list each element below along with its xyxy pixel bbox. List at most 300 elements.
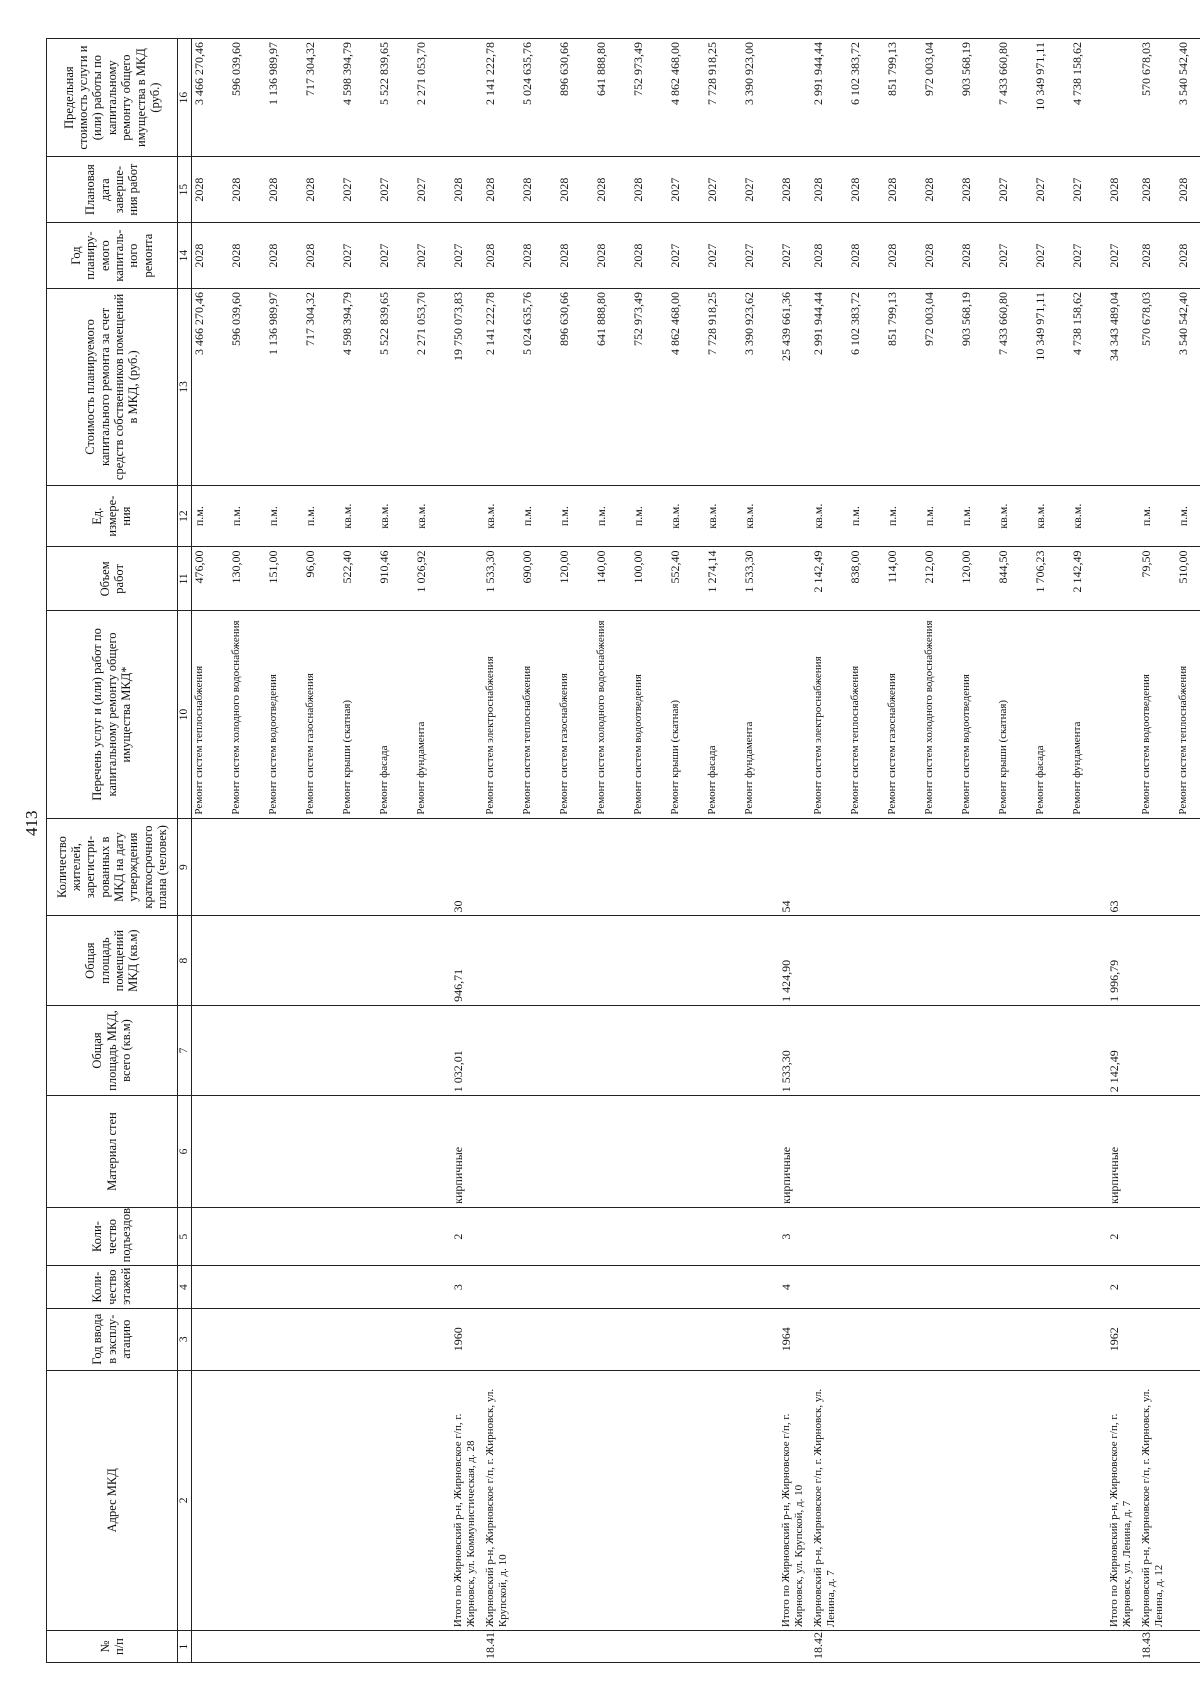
table-cell: 4 738 158,62 — [1070, 39, 1107, 157]
column-header: Плановая дата заверше-ния работ — [47, 157, 178, 223]
table-cell — [705, 1308, 742, 1370]
table-cell — [885, 1631, 922, 1663]
table-cell — [742, 818, 779, 916]
column-header: Ед. измере-ния — [47, 485, 178, 547]
table-cell — [705, 1266, 742, 1309]
table-cell: 4 598 394,79 — [340, 39, 377, 157]
table-cell — [1176, 1266, 1200, 1309]
table-cell — [1176, 818, 1200, 916]
table-cell — [229, 1005, 266, 1095]
table-cell — [811, 1096, 848, 1208]
table-cell: п.м. — [1176, 485, 1200, 547]
table-cell: 30 — [451, 818, 483, 916]
table-cell: Ремонт фасада — [705, 611, 742, 818]
table-cell — [451, 1631, 483, 1663]
table-cell — [668, 818, 705, 916]
column-number: 6 — [178, 1096, 192, 1208]
table-cell: 2 142,49 — [1070, 547, 1107, 611]
table-cell — [192, 1207, 230, 1265]
table-cell — [742, 916, 779, 1005]
table-cell — [451, 39, 483, 157]
table-cell — [377, 818, 414, 916]
table-cell: 2 141 222,78 — [483, 289, 520, 486]
table-cell: 2028 — [303, 223, 340, 289]
table-cell: кв.м. — [668, 485, 705, 547]
table-cell: 752 973,49 — [631, 39, 668, 157]
table-cell: п.м. — [848, 485, 885, 547]
column-number: 8 — [178, 916, 192, 1005]
table-cell: 2028 — [192, 223, 230, 289]
table-cell — [483, 916, 520, 1005]
table-cell: 2 271 053,70 — [414, 39, 451, 157]
table-cell — [1033, 1005, 1070, 1095]
table-cell: Ремонт фундамента — [414, 611, 451, 818]
table-cell: Ремонт систем теплоснабжения — [1176, 611, 1200, 818]
table-cell — [668, 1005, 705, 1095]
table-cell — [1107, 1631, 1139, 1663]
table-cell — [922, 1308, 959, 1370]
table-cell: 2028 — [229, 157, 266, 223]
table-cell: 4 598 394,79 — [340, 289, 377, 486]
table-cell: 2028 — [483, 223, 520, 289]
total-row — [779, 39, 811, 1663]
table-cell — [959, 818, 996, 916]
table-cell — [1033, 1207, 1070, 1265]
table-cell: 3 — [451, 1266, 483, 1309]
table-cell — [996, 818, 1033, 916]
table-cell — [483, 818, 520, 916]
table-cell: 114,00 — [885, 547, 922, 611]
table-cell — [996, 1631, 1033, 1663]
table-cell — [229, 818, 266, 916]
table-cell — [705, 818, 742, 916]
table-cell: Итого по Жирновский р-н, Жирновское г/п, г. Жирновск, ул. Крупской, д. 10 — [779, 1370, 811, 1631]
table-cell: Ремонт систем газоснабжения — [885, 611, 922, 818]
table-cell — [885, 818, 922, 916]
column-number: 4 — [178, 1266, 192, 1309]
column-number: 11 — [178, 547, 192, 611]
table-cell — [959, 916, 996, 1005]
table-cell: 10 349 971,11 — [1033, 39, 1070, 157]
table-cell: Ремонт фасада — [1033, 611, 1070, 818]
table-cell — [303, 1266, 340, 1309]
table-cell — [377, 916, 414, 1005]
table-row — [811, 39, 848, 1663]
table-cell: кв.м. — [811, 485, 848, 547]
table-cell — [266, 1370, 303, 1631]
table-cell — [959, 1308, 996, 1370]
table-cell: п.м. — [885, 485, 922, 547]
table-cell: 596 039,60 — [229, 289, 266, 486]
table-cell: 2027 — [742, 157, 779, 223]
table-cell — [192, 1266, 230, 1309]
table-cell — [848, 1096, 885, 1208]
table-cell — [1176, 1096, 1200, 1208]
table-cell — [557, 1096, 594, 1208]
table-cell: Ремонт систем теплоснабжения — [192, 611, 230, 818]
table-cell: 5 522 839,65 — [377, 289, 414, 486]
table-cell: 100,00 — [631, 547, 668, 611]
table-cell: 120,00 — [557, 547, 594, 611]
table-cell — [742, 1096, 779, 1208]
table-cell: 25 439 661,36 — [779, 289, 811, 486]
table-cell: п.м. — [520, 485, 557, 547]
table-cell — [192, 1096, 230, 1208]
table-cell — [520, 1005, 557, 1095]
table-cell: 130,00 — [229, 547, 266, 611]
table-cell: п.м. — [557, 485, 594, 547]
table-cell — [377, 1631, 414, 1663]
table-cell: 5 522 839,65 — [377, 39, 414, 157]
table-cell: 1 533,30 — [742, 547, 779, 611]
table-cell — [1033, 916, 1070, 1005]
table-cell: 2028 — [1176, 223, 1200, 289]
table-cell — [520, 916, 557, 1005]
table-cell — [520, 818, 557, 916]
table-row — [1176, 39, 1200, 1663]
table-cell — [340, 916, 377, 1005]
table-cell — [959, 1370, 996, 1631]
table-cell — [229, 916, 266, 1005]
table-cell — [192, 818, 230, 916]
table-cell: 7 728 918,25 — [705, 289, 742, 486]
table-cell — [1070, 1631, 1107, 1663]
table-cell: 1 533,30 — [483, 547, 520, 611]
table-cell: 2 991 944,44 — [811, 39, 848, 157]
table-cell: 1 032,01 — [451, 1005, 483, 1095]
table-cell — [996, 1096, 1033, 1208]
table-cell: 6 102 383,72 — [848, 39, 885, 157]
table-row — [742, 39, 779, 1663]
table-cell — [885, 1266, 922, 1309]
column-header: Год планиру-емого капиталь-ного ремонта — [47, 223, 178, 289]
table-cell: Ремонт систем теплоснабжения — [520, 611, 557, 818]
table-cell: Ремонт систем теплоснабжения — [848, 611, 885, 818]
table-cell: 2027 — [668, 157, 705, 223]
table-row — [1139, 39, 1176, 1663]
table-cell: 838,00 — [848, 547, 885, 611]
table-cell: п.м. — [229, 485, 266, 547]
table-cell: п.м. — [959, 485, 996, 547]
table-cell: 5 024 635,76 — [520, 39, 557, 157]
table-cell — [266, 1266, 303, 1309]
column-header: № п/п — [47, 1631, 178, 1663]
table-cell — [229, 1308, 266, 1370]
table-cell: 552,40 — [668, 547, 705, 611]
table-cell — [885, 916, 922, 1005]
table-cell: 2028 — [779, 157, 811, 223]
table-cell — [811, 1266, 848, 1309]
table-cell — [192, 1631, 230, 1663]
table-cell — [668, 1370, 705, 1631]
table-cell — [885, 1096, 922, 1208]
table-cell: 2027 — [996, 157, 1033, 223]
table-cell: 2027 — [705, 157, 742, 223]
table-cell: 3 390 923,62 — [742, 289, 779, 486]
table-row — [1033, 39, 1070, 1663]
table-cell: 54 — [779, 818, 811, 916]
table-row — [922, 39, 959, 1663]
table-cell: 2027 — [1070, 157, 1107, 223]
table-cell: 896 630,66 — [557, 289, 594, 486]
table-cell: 6 102 383,72 — [848, 289, 885, 486]
table-cell: 3 540 542,40 — [1176, 39, 1200, 157]
table-cell: 910,46 — [377, 547, 414, 611]
table-cell: 2028 — [885, 223, 922, 289]
table-cell — [303, 1631, 340, 1663]
table-cell: 851 799,13 — [885, 39, 922, 157]
table-cell — [959, 1096, 996, 1208]
table-cell: 3 466 270,46 — [192, 289, 230, 486]
table-cell — [377, 1096, 414, 1208]
table-cell: Ремонт крыши (скатная) — [996, 611, 1033, 818]
table-cell — [779, 485, 811, 547]
table-cell — [594, 1207, 631, 1265]
table-cell — [779, 39, 811, 157]
table-cell: 2027 — [1033, 157, 1070, 223]
table-cell — [668, 1096, 705, 1208]
table-cell — [811, 916, 848, 1005]
table-cell: 2028 — [811, 157, 848, 223]
table-cell: Ремонт крыши (скатная) — [668, 611, 705, 818]
table-cell: 1 136 989,97 — [266, 289, 303, 486]
column-number: 12 — [178, 485, 192, 547]
table-cell — [996, 1308, 1033, 1370]
table-cell — [1139, 1266, 1176, 1309]
table-cell — [303, 916, 340, 1005]
table-cell — [229, 1631, 266, 1663]
table-cell — [303, 1370, 340, 1631]
table-cell: Жирновский р-н, Жирновское г/п, г. Жирновск, ул. Крупской, д. 10 — [483, 1370, 520, 1631]
column-header: Предельная стоимость услуги и (или) работы по капитальному ремонту общего имущества в МКД (руб.) — [47, 39, 178, 157]
table-cell — [266, 1005, 303, 1095]
table-cell — [377, 1005, 414, 1095]
table-cell: кв.м. — [705, 485, 742, 547]
table-cell: 570 678,03 — [1139, 289, 1176, 486]
table-cell: Ремонт систем холодного водоснабжения — [922, 611, 959, 818]
table-cell — [1176, 1005, 1200, 1095]
table-cell — [557, 916, 594, 1005]
table-cell — [1107, 547, 1139, 611]
table-cell: 946,71 — [451, 916, 483, 1005]
table-cell: 4 862 468,00 — [668, 39, 705, 157]
table-cell: Жирновский р-н, Жирновское г/п, г. Жирновск, ул. Ленина, д. 7 — [811, 1370, 848, 1631]
table-cell — [192, 1370, 230, 1631]
table-cell — [594, 1370, 631, 1631]
table-cell: п.м. — [631, 485, 668, 547]
table-cell — [266, 1096, 303, 1208]
table-cell — [229, 1207, 266, 1265]
table-cell — [922, 1370, 959, 1631]
table-cell — [1033, 1370, 1070, 1631]
table-cell: 2028 — [520, 157, 557, 223]
table-cell — [1139, 1308, 1176, 1370]
table-cell — [520, 1207, 557, 1265]
table-cell: 4 738 158,62 — [1070, 289, 1107, 486]
table-cell — [192, 1308, 230, 1370]
table-row — [557, 39, 594, 1663]
table-cell — [1176, 1308, 1200, 1370]
table-cell — [377, 1207, 414, 1265]
table-cell — [1176, 1207, 1200, 1265]
column-number: 1 — [178, 1631, 192, 1663]
table-cell — [594, 1631, 631, 1663]
table-cell — [1033, 1096, 1070, 1208]
table-cell: 2028 — [1176, 157, 1200, 223]
table-cell: 2027 — [414, 157, 451, 223]
table-cell: 851 799,13 — [885, 289, 922, 486]
table-cell — [303, 1005, 340, 1095]
table-cell — [483, 1308, 520, 1370]
table-cell: 3 390 923,00 — [742, 39, 779, 157]
table-cell: 2027 — [1107, 223, 1139, 289]
table-cell: 2028 — [631, 157, 668, 223]
column-header: Коли-чество подъездов — [47, 1207, 178, 1265]
table-cell — [959, 1207, 996, 1265]
table-cell: 2028 — [959, 157, 996, 223]
table-cell — [340, 1207, 377, 1265]
table-cell: 2028 — [631, 223, 668, 289]
table-cell — [668, 1266, 705, 1309]
table-cell: 972 003,04 — [922, 289, 959, 486]
table-cell — [192, 1005, 230, 1095]
table-cell: 212,00 — [922, 547, 959, 611]
column-header: Общая площадь МКД, всего (кв.м) — [47, 1005, 178, 1095]
table-cell — [996, 916, 1033, 1005]
table-cell — [1033, 1308, 1070, 1370]
table-cell: Ремонт систем водоотведения — [1139, 611, 1176, 818]
table-row — [229, 39, 266, 1663]
table-cell — [811, 1207, 848, 1265]
table-cell: 1 274,14 — [705, 547, 742, 611]
table-cell: 2027 — [377, 157, 414, 223]
table-cell — [848, 818, 885, 916]
table-cell: Ремонт систем водоотведения — [631, 611, 668, 818]
table-row — [959, 39, 996, 1663]
table-cell: 2 — [1107, 1266, 1139, 1309]
table-row — [996, 39, 1033, 1663]
total-row — [451, 39, 483, 1663]
table-cell: 972 003,04 — [922, 39, 959, 157]
table-cell: 18.42. — [811, 1631, 848, 1663]
table-cell: 3 — [779, 1207, 811, 1265]
column-number: 15 — [178, 157, 192, 223]
table-cell — [557, 818, 594, 916]
table-cell — [1176, 1631, 1200, 1663]
table-cell: 2028 — [229, 223, 266, 289]
column-number: 14 — [178, 223, 192, 289]
table-cell — [414, 1207, 451, 1265]
table-cell — [340, 818, 377, 916]
table-cell: Итого по Жирновский р-н, Жирновское г/п, г. Жирновск, ул. Ленина, д. 7 — [1107, 1370, 1139, 1631]
table-cell: 3 540 542,40 — [1176, 289, 1200, 486]
table-row — [594, 39, 631, 1663]
table-cell — [811, 1005, 848, 1095]
table-cell — [631, 1207, 668, 1265]
table-cell — [1176, 916, 1200, 1005]
table-cell: 3 466 270,46 — [192, 39, 230, 157]
table-cell — [705, 1096, 742, 1208]
table-cell: 2027 — [414, 223, 451, 289]
table-cell: 7 433 660,80 — [996, 289, 1033, 486]
table-cell — [1070, 1005, 1107, 1095]
table-cell: 2027 — [340, 157, 377, 223]
table-cell — [266, 1308, 303, 1370]
table-cell — [705, 1370, 742, 1631]
table-cell — [922, 1005, 959, 1095]
column-header: Объем работ — [47, 547, 178, 611]
table-cell — [377, 1308, 414, 1370]
column-header: Год ввода в эксплу-атацию — [47, 1308, 178, 1370]
table-cell — [959, 1005, 996, 1095]
table-cell — [742, 1631, 779, 1663]
table-cell — [594, 1266, 631, 1309]
table-cell — [742, 1005, 779, 1095]
table-cell: 903 568,19 — [959, 289, 996, 486]
table-cell — [594, 1096, 631, 1208]
table-cell — [451, 547, 483, 611]
table-cell — [742, 1266, 779, 1309]
table-cell: 2028 — [451, 157, 483, 223]
column-header: Перечень услуг и (или) работ по капитальному ремонту общего имущества МКД* — [47, 611, 178, 818]
table-cell: 7 433 660,80 — [996, 39, 1033, 157]
table-cell — [340, 1308, 377, 1370]
table-cell: п.м. — [594, 485, 631, 547]
table-cell — [705, 916, 742, 1005]
table-cell — [922, 916, 959, 1005]
table-cell: 2027 — [996, 223, 1033, 289]
table-row — [303, 39, 340, 1663]
table-cell: Ремонт фундамента — [1070, 611, 1107, 818]
table-row — [340, 39, 377, 1663]
table-cell: 510,00 — [1176, 547, 1200, 611]
table-cell — [414, 1266, 451, 1309]
table-cell — [377, 1370, 414, 1631]
column-header: Стоимость планируемого капитального ремонта за счет средств собственников помещений в МКД, (руб.) — [47, 289, 178, 486]
table-cell — [520, 1266, 557, 1309]
table-cell: 2028 — [594, 157, 631, 223]
table-cell: 2 — [1107, 1207, 1139, 1265]
table-cell — [631, 1266, 668, 1309]
table-cell — [1139, 1096, 1176, 1208]
table-cell: 63 — [1107, 818, 1139, 916]
table-cell: 1960 — [451, 1308, 483, 1370]
table-cell — [1033, 818, 1070, 916]
table-cell — [1107, 485, 1139, 547]
table-cell: Ремонт систем водоотведения — [266, 611, 303, 818]
table-cell — [742, 1370, 779, 1631]
table-cell — [1070, 818, 1107, 916]
table-cell — [742, 1308, 779, 1370]
table-cell — [1070, 1096, 1107, 1208]
table-cell: 7 728 918,25 — [705, 39, 742, 157]
table-cell: п.м. — [922, 485, 959, 547]
table-cell — [885, 1207, 922, 1265]
table-row — [483, 39, 520, 1663]
column-number: 7 — [178, 1005, 192, 1095]
column-header: Количество жителей, зарегистри-рованных в МКД на дату утверждения краткосрочного плана (человек) — [47, 818, 178, 916]
table-cell — [557, 1005, 594, 1095]
column-number: 16 — [178, 39, 192, 157]
table-cell: 1 026,92 — [414, 547, 451, 611]
table-cell — [631, 1005, 668, 1095]
table-cell: 2028 — [483, 157, 520, 223]
table-cell — [848, 1266, 885, 1309]
table-cell — [631, 1096, 668, 1208]
table-cell: 2028 — [520, 223, 557, 289]
table-cell: 844,50 — [996, 547, 1033, 611]
table-cell — [631, 1631, 668, 1663]
